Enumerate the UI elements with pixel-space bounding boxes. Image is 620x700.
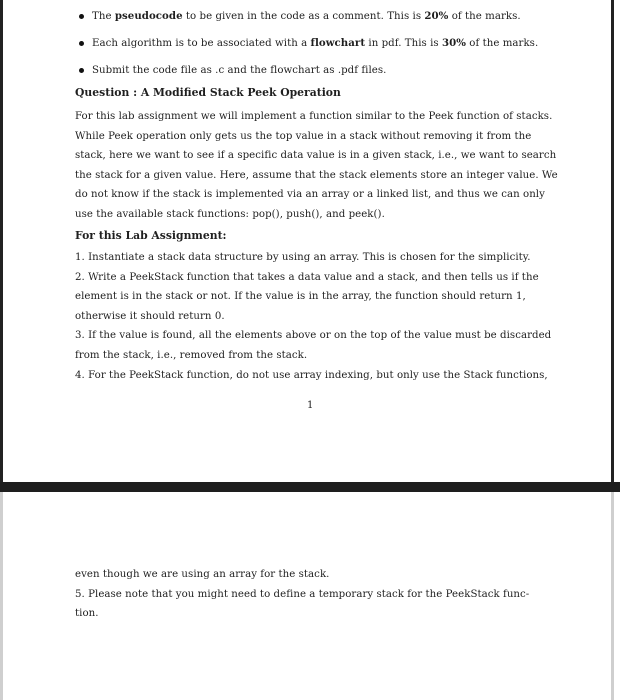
submission-rules-list <box>92 7 552 88</box>
item-line: 4. For the PeekStack function, do not use array indexing, but only use the Stack functions, <box>75 369 548 381</box>
paragraph-line: For this lab assignment we will implement a function similar to the Peek function of stacks. <box>75 111 553 122</box>
continued-line: tion. <box>75 608 99 620</box>
item-line: 2. Write a PeekStack function that takes a data value and a stack, and then tells us if the <box>75 271 539 283</box>
bullet-item: The pseudocode to be given in the code as a comment. This is 20% of the marks. <box>92 7 552 34</box>
paragraph-line: use the available stack functions: pop(), push(), and peek(). <box>75 208 385 220</box>
page-divider <box>0 482 620 492</box>
page-border-left <box>0 0 3 482</box>
continued-line: even though we are using an array for the stack. <box>75 569 330 580</box>
question-paragraph <box>75 107 558 225</box>
bullet-item: Submit the code file as .c and the flowchart as .pdf files. <box>92 61 552 88</box>
paragraph-line: the stack for a given value. Here, assume that the stack elements store an integer value. We <box>75 169 558 181</box>
page2-border-right <box>611 492 614 700</box>
item-line: from the stack, i.e., removed from the stack. <box>75 349 308 361</box>
bullet-icon <box>79 14 84 19</box>
bullet-icon <box>79 41 84 46</box>
paragraph-line: do not know if the stack is implemented via an array or a linked list, and thus we can only <box>75 189 545 201</box>
item-line: 1. Instantiate a stack data structure by using an array. This is chosen for the simplicity. <box>75 252 531 263</box>
item-line: element is in the stack or not. If the value is in the array, the function should return 1, <box>75 291 526 303</box>
page-border-right <box>611 0 614 482</box>
question-title: Question : A Modified Stack Peek Operation <box>75 86 341 99</box>
item-line: 3. If the value is found, all the elements above or on the top of the value must be discarded <box>75 330 552 342</box>
continued-text <box>75 565 545 624</box>
paragraph-line: stack, here we want to see if a specific data value is in a given stack, i.e., we want to search <box>75 150 557 162</box>
page2-border-left <box>0 492 3 700</box>
bullet-icon <box>79 68 84 73</box>
paragraph-line: While Peek operation only gets us the top value in a stack without removing it from the <box>75 130 532 142</box>
continued-line: 5. Please note that you might need to define a temporary stack for the PeekStack func- <box>75 588 530 600</box>
item-line: otherwise it should return 0. <box>75 310 225 322</box>
lab-assignment-title: For this Lab Assignment: <box>75 229 227 242</box>
page-number: 1 <box>307 400 314 411</box>
lab-items <box>75 248 552 385</box>
bullet-item: Each algorithm is to be associated with a flowchart in pdf. This is 30% of the marks. <box>92 34 552 61</box>
